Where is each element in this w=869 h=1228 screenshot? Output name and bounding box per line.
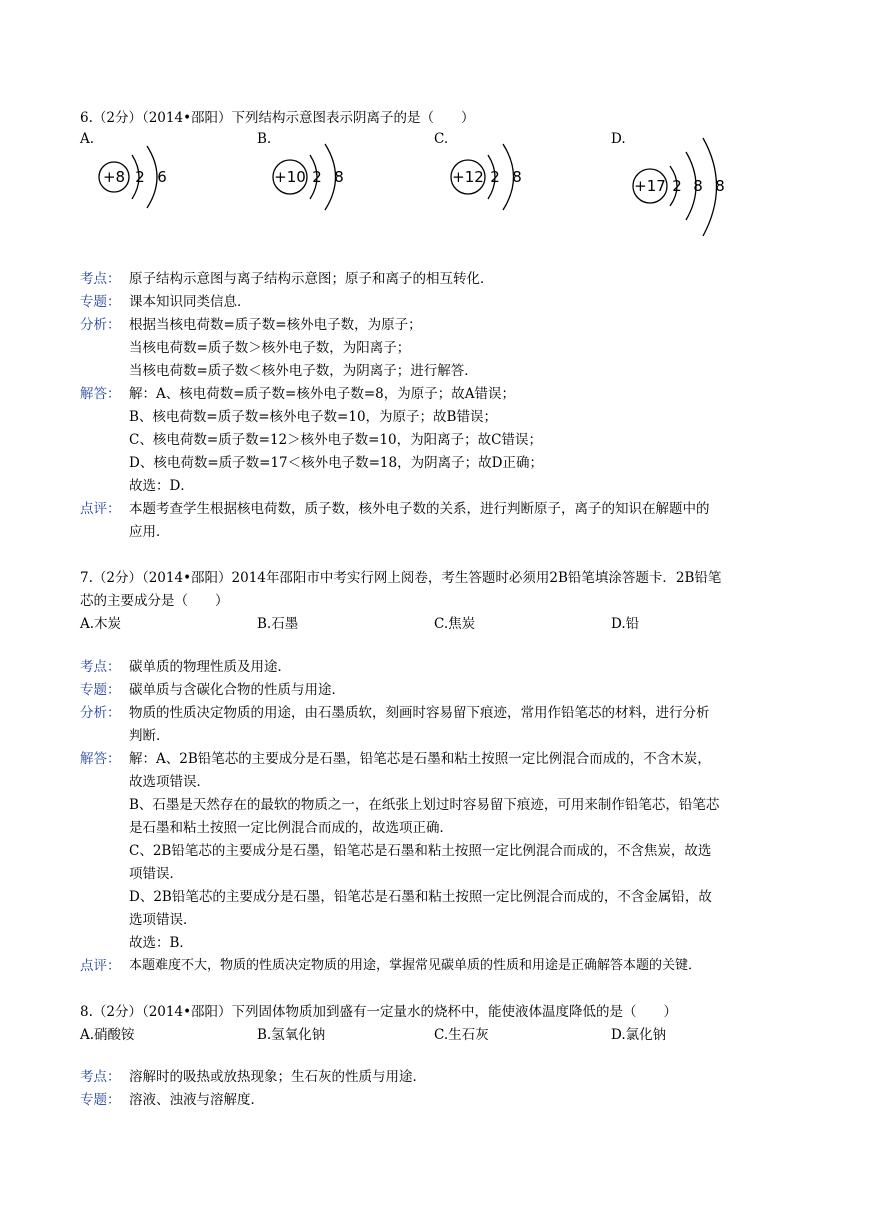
nucleus-charge: +17 <box>634 177 666 195</box>
q8-zhuanti <box>80 1089 809 1111</box>
shell-electron-count: 2 <box>135 168 145 186</box>
q6-zhuanti <box>80 291 809 313</box>
q7-option-b: B.石墨 <box>257 616 299 632</box>
jieda-line: D、2B铅笔芯的主要成分是石墨，铅笔芯是石墨和粘土按照一定比例混合而成的，不含金属铅，故 <box>129 889 712 905</box>
fenxi-label: 分析： <box>80 317 121 333</box>
jieda-line: B、石墨是天然存在的最软的物质之一，在纸张上划过时容易留下痕迹，可用来制作铅笔芯，铅笔芯 <box>129 797 720 813</box>
jieda-line: 故选项错误． <box>129 774 210 790</box>
jieda-label: 解答： <box>80 386 121 402</box>
nucleus-charge: +10 <box>274 168 306 186</box>
dianping-label: 点评： <box>80 958 121 974</box>
q7-fenxi <box>80 702 809 724</box>
atom-diagram-c <box>446 140 536 220</box>
q7-option-c: C.焦炭 <box>434 616 476 632</box>
q6-option-c-label: C. <box>434 131 449 147</box>
jieda-line: 项错误． <box>129 866 183 882</box>
q7-kaodian <box>80 656 809 678</box>
q6-jieda-cont <box>80 429 809 451</box>
q6-jieda-cont <box>80 406 809 428</box>
jieda-line: 选项错误． <box>129 912 197 928</box>
q7-option-a: A.木炭 <box>80 616 122 632</box>
q6-fenxi-cont <box>80 337 809 359</box>
q7-dianping <box>80 955 809 977</box>
kaodian-text: 溶解时的吸热或放热现象；生石灰的性质与用途． <box>129 1069 426 1085</box>
shell-electron-count: 6 <box>157 168 167 186</box>
q7-jieda-cont <box>80 840 809 862</box>
zhuanti-label: 专题： <box>80 294 121 310</box>
q6-fenxi <box>80 314 809 336</box>
jieda-line: C、2B铅笔芯的主要成分是石墨，铅笔芯是石墨和粘土按照一定比例混合而成的，不含焦炭，故选 <box>129 843 712 859</box>
jieda-line: 故选：D． <box>129 478 194 494</box>
jieda-line: 故选：B． <box>129 935 193 951</box>
q7-jieda <box>80 748 809 770</box>
atom-diagram-d <box>628 138 738 248</box>
q8-kaodian <box>80 1066 809 1088</box>
q7-zhuanti <box>80 679 809 701</box>
fenxi-line: 判断． <box>129 728 170 744</box>
zhuanti-text: 课本知识同类信息． <box>129 294 251 310</box>
jieda-line: C、核电荷数=质子数=12＞核外电子数=10，为阳离子；故C错误； <box>129 432 542 448</box>
q8-option-a: A.硝酸铵 <box>80 1027 135 1043</box>
atom-diagram-a <box>92 142 182 222</box>
q8-option-c: C.生石灰 <box>434 1027 489 1043</box>
q6-title: 6.（2分）（2014•邵阳）下列结构示意图表示阴离子的是（ ） <box>80 110 475 126</box>
q7-jieda-cont <box>80 863 809 885</box>
fenxi-label: 分析： <box>80 705 121 721</box>
kaodian-text: 碳单质的物理性质及用途． <box>129 659 291 675</box>
jieda-line: 是石墨和粘土按照一定比例混合而成的，故选项正确． <box>129 820 453 836</box>
q6-jieda-cont <box>80 452 809 474</box>
dianping-line: 应用． <box>129 524 170 540</box>
shell-electron-count: 2 <box>672 177 682 195</box>
kaodian-label: 考点： <box>80 271 121 287</box>
q6-jieda <box>80 383 809 405</box>
q7-jieda-cont <box>80 771 809 793</box>
nucleus-charge: +12 <box>452 168 484 186</box>
q7-option-d: D.铅 <box>611 616 640 632</box>
q6-jieda-cont <box>80 475 809 497</box>
q7-fenxi-cont <box>80 725 809 747</box>
zhuanti-text: 碳单质与含碳化合物的性质与用途． <box>129 682 345 698</box>
q6-fenxi-cont <box>80 360 809 382</box>
q8-title: 8.（2分）（2014•邵阳）下列固体物质加到盛有一定量水的烧杯中，能使液体温度降低的是（ ） <box>80 1004 678 1020</box>
q6-option-a-label: A. <box>80 131 95 147</box>
shell-electron-count: 8 <box>512 168 522 186</box>
q6-dianping-cont <box>80 521 809 543</box>
q7-title-line: 7.（2分）（2014•邵阳）2014年邵阳市中考实行网上阅卷，考生答题时必须用2B铅笔填涂答题卡．2B铅笔 <box>80 570 722 586</box>
zhuanti-text: 溶液、浊液与溶解度． <box>129 1092 264 1108</box>
dianping-line: 本题难度不大，物质的性质决定物质的用途，掌握常见碳单质的性质和用途是正确解答本题的关键． <box>129 958 702 973</box>
shell-electron-count: 8 <box>693 177 703 195</box>
q6-dianping <box>80 498 809 520</box>
q7-jieda-cont <box>80 932 809 954</box>
jieda-line: D、核电荷数=质子数=17＜核外电子数=18，为阴离子；故D正确； <box>129 455 543 471</box>
q8-option-d: D.氯化钠 <box>611 1027 667 1043</box>
nucleus-charge: +8 <box>102 168 126 186</box>
fenxi-line: 当核电荷数=质子数＞核外电子数，为阳离子； <box>129 340 411 356</box>
q7-jieda-cont <box>80 794 809 816</box>
atom-diagram-b <box>268 140 358 220</box>
kaodian-label: 考点： <box>80 659 121 675</box>
jieda-line: 解：A、2B铅笔芯的主要成分是石墨，铅笔芯是石墨和粘土按照一定比例混合而成的，不含木炭， <box>129 751 711 767</box>
q6-kaodian <box>80 268 809 290</box>
kaodian-label: 考点： <box>80 1069 121 1085</box>
jieda-label: 解答： <box>80 751 121 767</box>
fenxi-line: 根据当核电荷数=质子数=核外电子数，为原子； <box>129 317 422 333</box>
dianping-line: 本题考查学生根据核电荷数，质子数，核外电子数的关系，进行判断原子，离子的知识在解题中的 <box>129 501 710 517</box>
shell-electron-count: 2 <box>312 168 322 186</box>
shell-electron-count: 2 <box>490 168 500 186</box>
q7-title-line: 芯的主要成分是（ ） <box>80 593 229 609</box>
zhuanti-label: 专题： <box>80 1092 121 1108</box>
electron-shell-arc <box>147 146 157 208</box>
zhuanti-label: 专题： <box>80 682 121 698</box>
dianping-label: 点评： <box>80 501 121 517</box>
q7-jieda-cont <box>80 909 809 931</box>
fenxi-line: 当核电荷数=质子数＜核外电子数，为阴离子；进行解答． <box>129 363 478 379</box>
kaodian-text: 原子结构示意图与离子结构示意图；原子和离子的相互转化． <box>129 271 494 287</box>
q7-jieda-cont <box>80 817 809 839</box>
jieda-line: B、核电荷数=质子数=核外电子数=10，为原子；故B错误； <box>129 409 497 425</box>
q7-jieda-cont <box>80 886 809 908</box>
q6-option-d-label: D. <box>611 131 626 147</box>
jieda-line: 解：A、核电荷数=质子数=核外电子数=8，为原子；故A错误； <box>129 386 516 402</box>
shell-electron-count: 8 <box>334 168 344 186</box>
fenxi-line: 物质的性质决定物质的用途，由石墨质软，刻画时容易留下痕迹，常用作铅笔芯的材料，进行分析 <box>129 705 710 721</box>
shell-electron-count: 8 <box>715 177 725 195</box>
q6-option-b-label: B. <box>257 131 272 147</box>
q8-option-b: B.氢氧化钠 <box>257 1027 326 1043</box>
